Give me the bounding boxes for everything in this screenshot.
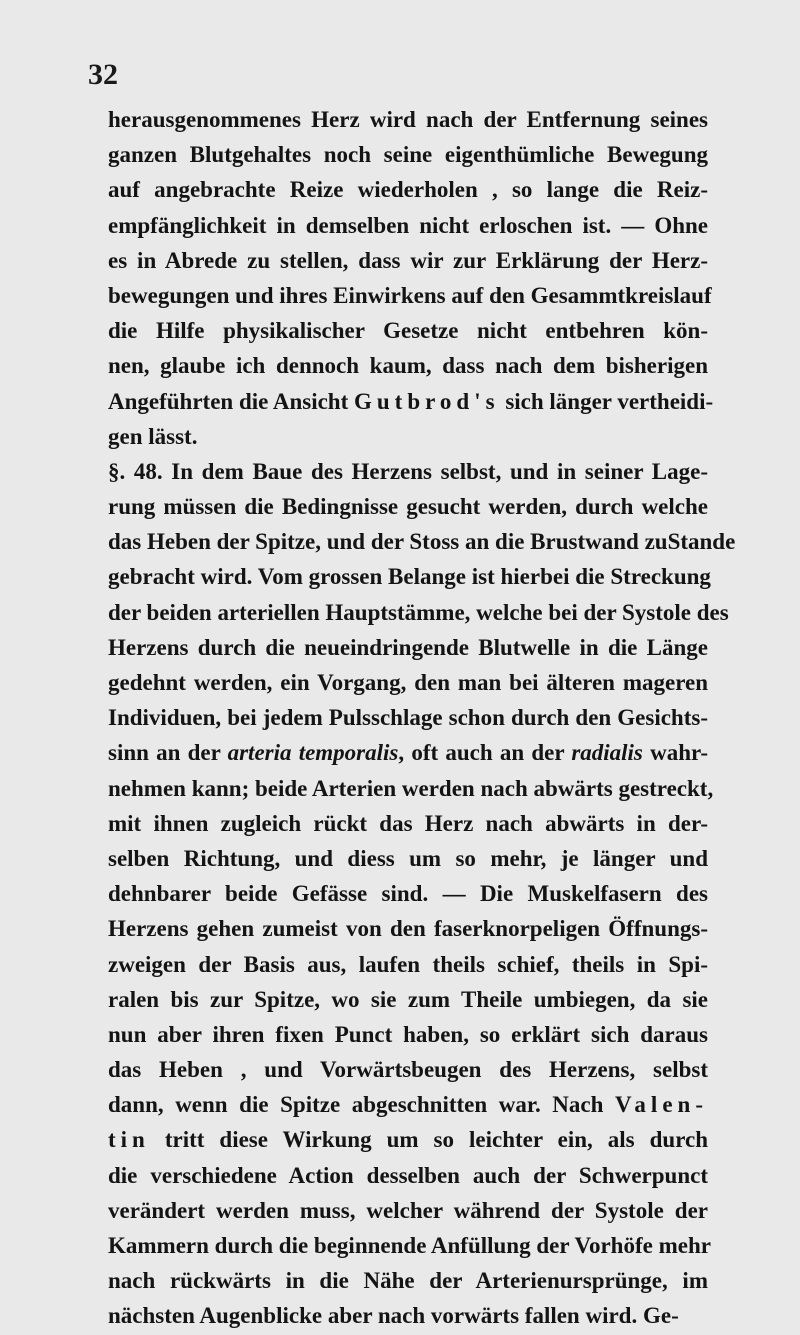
text-line: [108, 982, 708, 1017]
text-segment: Individuen, bei jedem Pulsschlage schon durch den Gesichts-: [108, 705, 708, 731]
text-line: [108, 419, 708, 454]
text-line: [108, 700, 708, 735]
text-line: [108, 806, 708, 841]
text-segment: bewegungen und ihres Einwirkens auf den Gesammtkreislauf: [108, 282, 712, 308]
text-segment: Kammern durch die beginnende Anfüllung der Vorhöfe mehr: [108, 1233, 711, 1258]
text-line: [108, 665, 708, 700]
text-line: [108, 1228, 711, 1263]
text-segment: dann, wenn die Spitze abgeschnitten war. Nach: [108, 1092, 615, 1118]
text-line: [108, 735, 708, 770]
text-segment: tritt diese Wirkung um so leichter ein, als durch: [149, 1127, 708, 1153]
text-segment: , oft auch an der: [398, 740, 572, 766]
text-segment: zweigen der Basis aus, laufen theils schief, theils in Spi-: [108, 951, 708, 977]
text-segment: nen, glaube ich dennoch kaum, dass nach dem bisherigen: [108, 353, 708, 379]
text-line: [108, 348, 708, 383]
text-segment: Herzens durch die neueindringende Blutwelle in die Länge: [108, 634, 708, 660]
text-segment: tin: [108, 1127, 150, 1153]
text-segment: die verschiedene Action desselben auch der Schwerpunct: [108, 1162, 708, 1188]
text-line: [108, 1158, 708, 1193]
text-line: [108, 384, 714, 419]
text-segment: mit ihnen zugleich rückt das Herz nach abwärts in der-: [108, 810, 708, 836]
text-line: [108, 771, 714, 806]
text-line: [108, 1087, 708, 1122]
text-segment: dehnbarer beide Gefässe sind. — Die Muskelfasern des: [108, 881, 708, 907]
text-segment: es in Abrede zu stellen, dass wir zur Erklärung der Herz-: [108, 247, 708, 273]
text-segment: Angeführten die Ansicht: [108, 388, 354, 414]
text-line: [108, 172, 708, 207]
text-segment: §. 48. In dem Baue des Herzens selbst, und in seiner Lage-: [108, 458, 708, 484]
text-line: [108, 208, 708, 243]
text-line: [108, 1298, 708, 1333]
text-segment: gedehnt werden, ein Vorgang, den man bei älteren mageren: [108, 670, 708, 695]
text-line: [108, 876, 708, 911]
text-segment: wahr-: [642, 740, 709, 766]
text-segment: herausgenommenes Herz wird nach der Entfernung seines: [108, 107, 708, 132]
text-segment: sinn an der: [108, 740, 228, 766]
text-line: [108, 1263, 708, 1298]
text-segment: nächsten Augenblicke aber nach vorwärts fallen wird. Ge-: [108, 1303, 679, 1329]
text-line: [108, 1193, 708, 1228]
text-line: [108, 102, 708, 137]
text-segment: der beiden arteriellen Hauptstämme, welche bei der Systole des: [108, 599, 729, 625]
text-segment: nach rückwärts in die Nähe der Arterienursprünge, im: [108, 1268, 708, 1294]
text-line: [108, 278, 712, 313]
text-segment: das Heben , und Vorwärtsbeugen des Herzens, selbst: [108, 1057, 708, 1083]
text-segment: empfänglichkeit in demselben nicht erloschen ist. — Ohne: [108, 212, 708, 238]
text-segment: nun aber ihren fixen Punct haben, so erklärt sich daraus: [108, 1021, 708, 1047]
text-line: [108, 1017, 708, 1052]
text-segment: auf angebrachte Reize wiederholen , so lange die Reiz-: [108, 177, 708, 203]
text-segment: das Heben der Spitze, und der Stoss an die Brustwand zuStande: [108, 529, 736, 555]
text-segment: nehmen kann; beide Arterien werden nach abwärts gestreckt,: [108, 775, 714, 801]
text-segment: gebracht wird. Vom grossen Belange ist hierbei die Streckung: [108, 564, 711, 590]
text-segment: verändert werden muss, welcher während der Systole der: [108, 1197, 708, 1223]
text-line: [108, 313, 708, 348]
page-number: 32: [88, 58, 118, 91]
text-line: [108, 595, 729, 630]
text-segment: die Hilfe physikalischer Gesetze nicht entbehren kön-: [108, 318, 708, 344]
text-segment: Valen-: [614, 1092, 708, 1118]
text-line: [108, 911, 708, 946]
text-line: [108, 947, 708, 982]
text-segment: selben Richtung, und diess um so mehr, je länger und: [108, 845, 708, 871]
text-line: [108, 559, 711, 594]
text-segment: rung müssen die Bedingnisse gesucht werden, durch welche: [108, 494, 708, 520]
text-line: [108, 454, 708, 489]
text-segment: arteria temporalis: [227, 740, 399, 766]
text-segment: ralen bis zur Spitze, wo sie zum Theile umbiegen, da sie: [108, 986, 708, 1012]
text-segment: Gutbrod's: [354, 388, 500, 414]
body-text: [108, 102, 736, 1334]
text-segment: Herzens gehen zumeist von den faserknorpeligen Öffnungs-: [108, 916, 708, 942]
text-line: [108, 1052, 708, 1087]
text-line: [108, 841, 708, 876]
text-line: [108, 489, 708, 524]
text-line: [108, 1122, 708, 1157]
text-segment: ganzen Blutgehaltes noch seine eigenthümliche Bewegung: [108, 142, 708, 168]
text-line: [108, 524, 736, 559]
text-line: [108, 137, 708, 172]
text-line: [108, 243, 708, 278]
text-segment: sich länger vertheidi-: [499, 388, 714, 414]
text-segment: gen lässt.: [108, 423, 198, 449]
text-segment: radialis: [571, 740, 643, 766]
text-line: [108, 630, 708, 665]
